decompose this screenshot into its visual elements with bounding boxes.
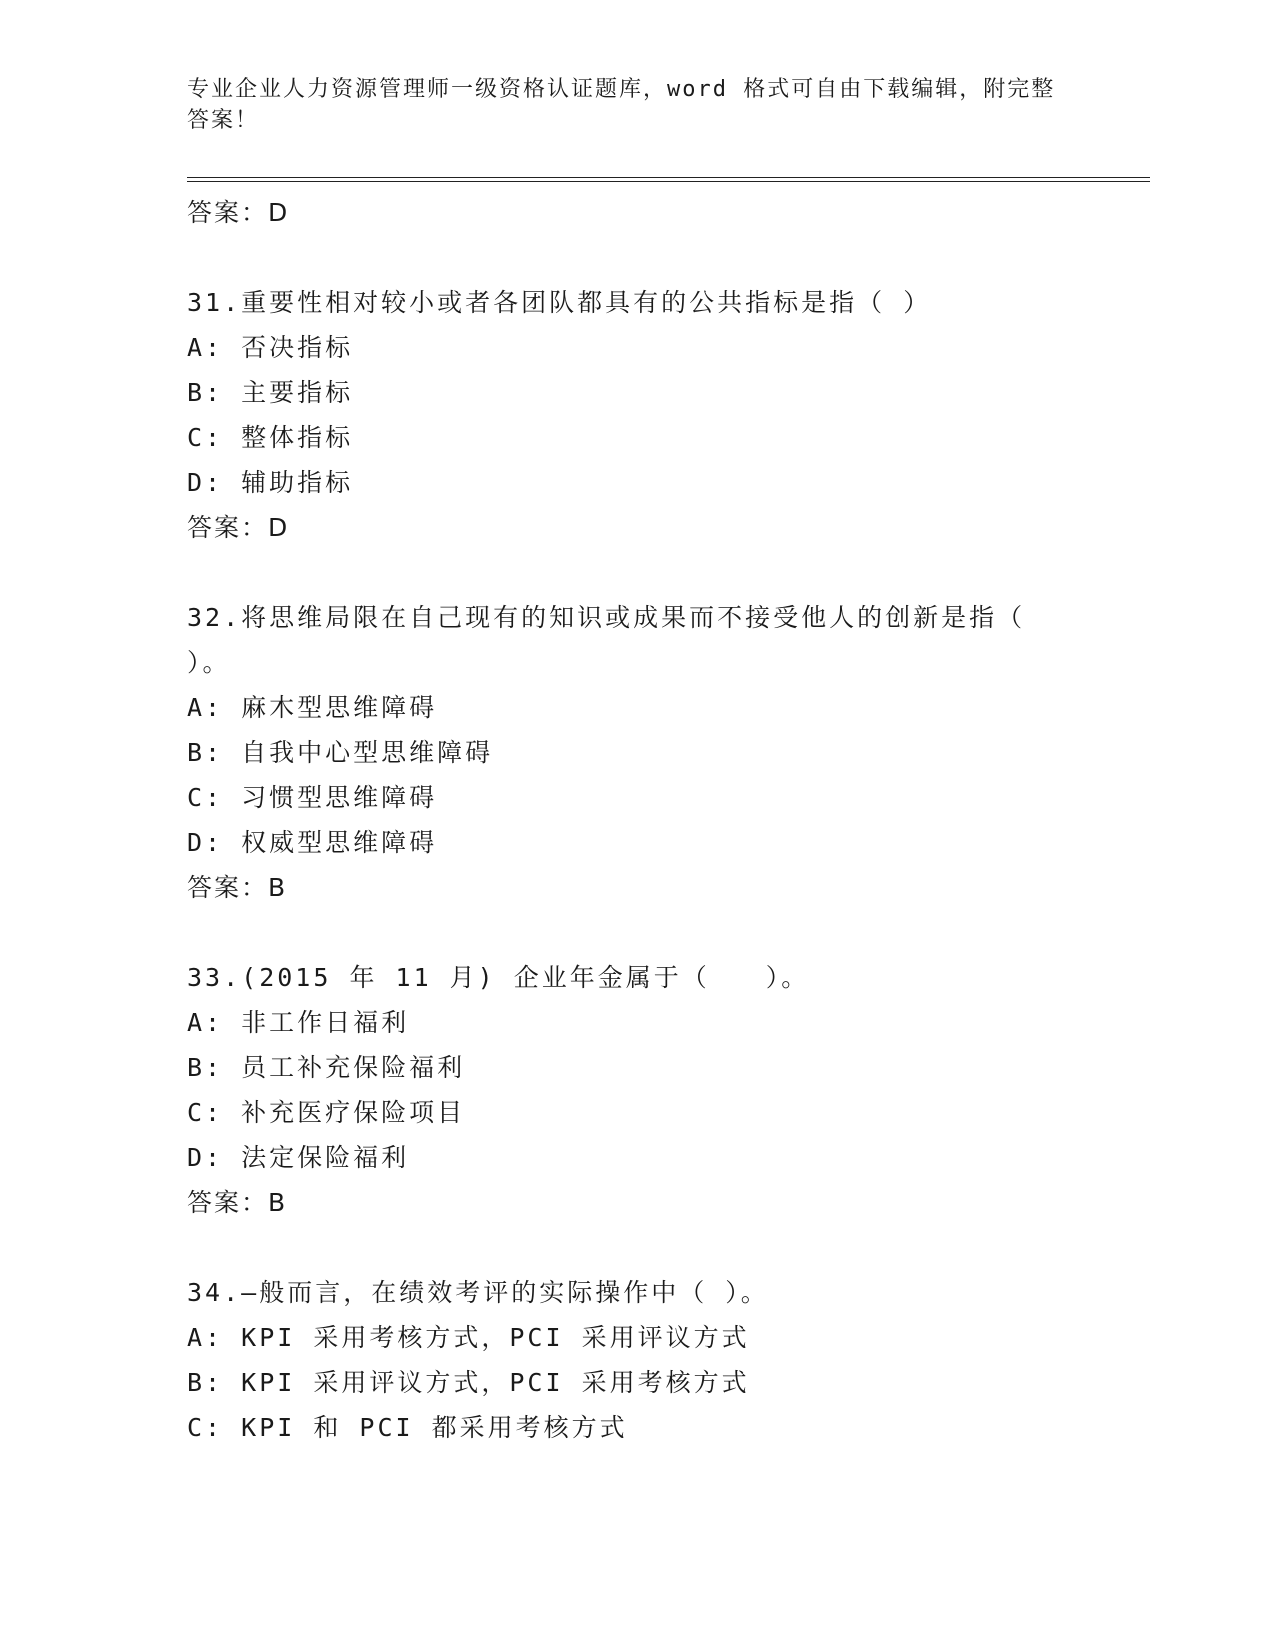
question-34: 34.—般而言，在绩效考评的实际操作中（ ）。	[187, 1278, 769, 1307]
option-33-d: D: 法定保险福利	[187, 1143, 410, 1172]
answer-31: 答案：D	[187, 513, 290, 542]
page-header: 专业企业人力资源管理师一级资格认证题库，word 格式可自由下载编辑，附完整答案！	[187, 77, 1056, 133]
answer-33: 答案：B	[187, 1188, 288, 1217]
spacer	[187, 550, 1087, 595]
option-31-a: A: 否决指标	[187, 333, 354, 362]
option-33-b: B: 员工补充保险福利	[187, 1053, 466, 1082]
option-31-b: B: 主要指标	[187, 378, 354, 407]
option-32-c: C: 习惯型思维障碍	[187, 783, 438, 812]
question-list	[187, 190, 1087, 1450]
answer-30: 答案：D	[187, 198, 290, 227]
option-31-c: C: 整体指标	[187, 423, 354, 452]
question-33: 33.(2015 年 11 月) 企业年金属于（ ）。	[187, 963, 810, 992]
option-32-d: D: 权威型思维障碍	[187, 828, 438, 857]
option-34-a: A: KPI 采用考核方式，PCI 采用评议方式	[187, 1323, 750, 1352]
option-33-c: C: 补充医疗保险项目	[187, 1098, 466, 1127]
option-34-c: C: KPI 和 PCI 都采用考核方式	[187, 1413, 628, 1442]
option-31-d: D: 辅助指标	[187, 468, 354, 497]
spacer	[187, 910, 1087, 955]
option-33-a: A: 非工作日福利	[187, 1008, 410, 1037]
header-divider	[187, 177, 1150, 178]
option-34-b: B: KPI 采用评议方式，PCI 采用考核方式	[187, 1368, 750, 1397]
option-32-b: B: 自我中心型思维障碍	[187, 738, 494, 767]
question-31: 31.重要性相对较小或者各团队都具有的公共指标是指（ ）	[187, 288, 932, 317]
option-32-a: A: 麻木型思维障碍	[187, 693, 438, 722]
question-32: 32.将思维局限在自己现有的知识或成果而不接受他人的创新是指（ ）。	[187, 603, 1026, 677]
spacer	[187, 1225, 1087, 1270]
spacer	[187, 235, 1087, 280]
header-divider-second	[187, 181, 1150, 182]
answer-32: 答案：B	[187, 873, 288, 902]
